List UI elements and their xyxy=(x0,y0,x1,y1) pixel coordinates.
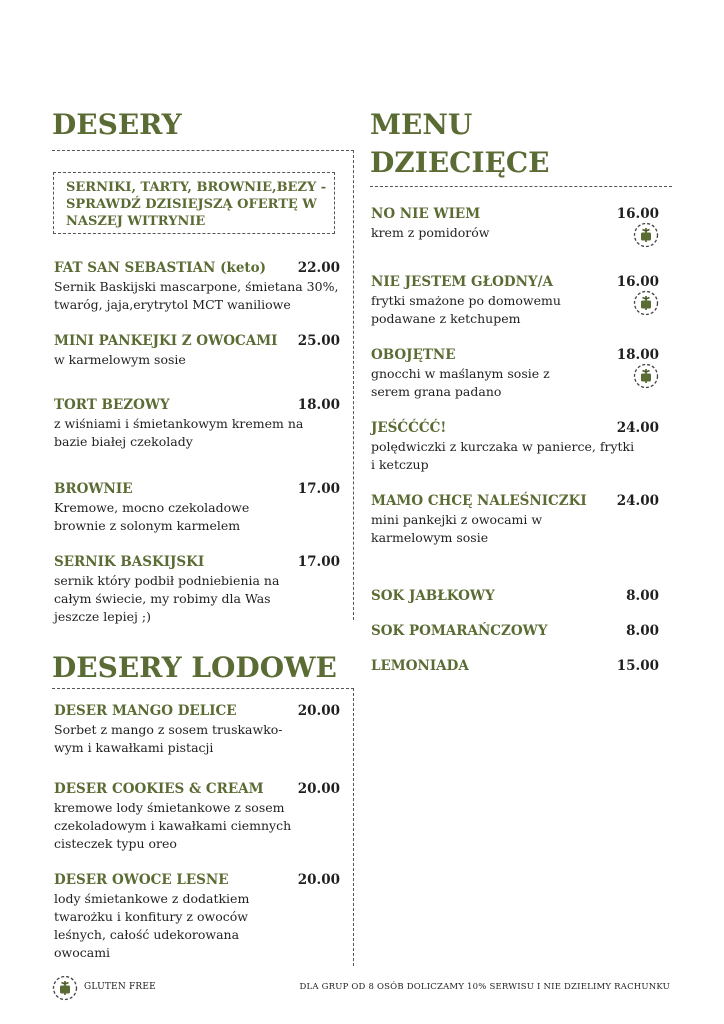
item-name: SOK JABŁKOWY xyxy=(371,588,495,604)
drink-item xyxy=(371,588,659,606)
item-desc: z wiśniami i śmietankowym kremem na bazie białej czekolady xyxy=(54,416,304,449)
item-price: 15.00 xyxy=(616,658,659,674)
group-service-note: DLA GRUP OD 8 OSÓB DOLICZAMY 10% SERWISU I NIE DZIELIMY RACHUNKU xyxy=(299,982,670,992)
item-price: 25.00 xyxy=(297,333,340,349)
drink-item xyxy=(371,658,659,676)
column-divider xyxy=(353,688,354,966)
item-desc: lody śmietankowe z dodatkiem twarożku i konfitury z owoców leśnych, całość udekorowana owocami xyxy=(54,891,250,960)
item-price: 20.00 xyxy=(297,781,340,797)
item-name: BROWNIE xyxy=(54,481,133,497)
item-price: 18.00 xyxy=(616,347,659,363)
item-desc: krem z pomidorów xyxy=(371,225,490,240)
gluten-free-icon xyxy=(633,363,659,389)
item-desc: Sernik Baskijski mascarpone, śmietana 30%, twaróg, jaja,erytrytol MCT waniliowe xyxy=(54,279,339,312)
gluten-free-label: GLUTEN FREE xyxy=(84,982,156,992)
item-price: 17.00 xyxy=(297,554,340,570)
item-price: 20.00 xyxy=(297,703,340,719)
item-name: DESER COOKIES & CREAM xyxy=(54,781,264,797)
gluten-free-icon xyxy=(633,290,659,316)
item-name: DESER OWOCE LESNE xyxy=(54,872,229,888)
item-desc: Sorbet z mango z sosem truskawko-wym i kawałkami pistacji xyxy=(54,722,283,755)
item-price: 18.00 xyxy=(297,397,340,413)
item-price: 22.00 xyxy=(297,260,340,276)
item-desc: polędwiczki z kurczaka w panierce, frytki i ketczup xyxy=(371,439,635,472)
item-name: MAMO CHCĘ NALEŚNICZKI xyxy=(371,493,587,509)
item-name: NIE JESTEM GŁODNY/A xyxy=(371,274,554,290)
item-name: MINI PANKEJKI Z OWOCAMI xyxy=(54,333,278,349)
item-name: SERNIK BASKIJSKI xyxy=(54,554,205,570)
item-name: SOK POMARAŃCZOWY xyxy=(371,623,548,639)
desery-lodowe-title: DESERY LODOWE xyxy=(52,651,337,684)
divider xyxy=(52,688,354,689)
item-price: 24.00 xyxy=(616,420,659,436)
item-name: DESER MANGO DELICE xyxy=(54,703,237,719)
item-price: 16.00 xyxy=(616,206,659,222)
item-desc: mini pankejki z owocami w karmelowym sosie xyxy=(371,512,543,545)
item-desc: frytki smażone po domowemu podawane z ketchupem xyxy=(371,293,561,326)
item-desc: gnocchi w maślanym sosie z serem grana padano xyxy=(371,366,550,399)
item-desc: Kremowe, mocno czekoladowe brownie z solonym karmelem xyxy=(54,500,250,533)
item-price: 8.00 xyxy=(626,588,659,604)
item-price: 20.00 xyxy=(297,872,340,888)
item-name: NO NIE WIEM xyxy=(371,206,481,222)
item-desc: sernik który podbił podniebienia na całym świecie, my robimy dla Was jeszcze lepiej ;) xyxy=(54,573,280,624)
item-name: LEMONIADA xyxy=(371,658,469,674)
item-name: JEŚĆĆĆĆ! xyxy=(371,420,447,436)
gluten-free-icon xyxy=(52,975,78,1001)
divider xyxy=(52,150,354,151)
notice-box xyxy=(53,172,335,234)
item-name: OBOJĘTNE xyxy=(371,347,456,363)
item-price: 8.00 xyxy=(626,623,659,639)
menu-title-line2: DZIECIĘCE xyxy=(370,146,550,179)
gluten-free-icon xyxy=(633,222,659,248)
drink-item xyxy=(371,623,659,641)
item-price: 16.00 xyxy=(616,274,659,290)
item-desc: kremowe lody śmietankowe z sosem czekoladowym i kawałkami ciemnych cisteczek typu oreo xyxy=(54,800,292,851)
item-desc: w karmelowym sosie xyxy=(54,352,186,367)
item-price: 24.00 xyxy=(616,493,659,509)
item-name: TORT BEZOWY xyxy=(54,397,170,413)
notice-text: SERNIKI, TARTY, BROWNIE,BEZY - SPRAWDŹ DZISIEJSZĄ OFERTĘ W NASZEJ WITRYNIE xyxy=(66,180,327,229)
divider xyxy=(370,186,672,187)
menu-title-line1: MENU xyxy=(370,108,473,141)
item-name: FAT SAN SEBASTIAN (keto) xyxy=(54,260,267,276)
desery-title: DESERY xyxy=(52,108,182,141)
item-price: 17.00 xyxy=(297,481,340,497)
column-divider xyxy=(353,150,354,620)
